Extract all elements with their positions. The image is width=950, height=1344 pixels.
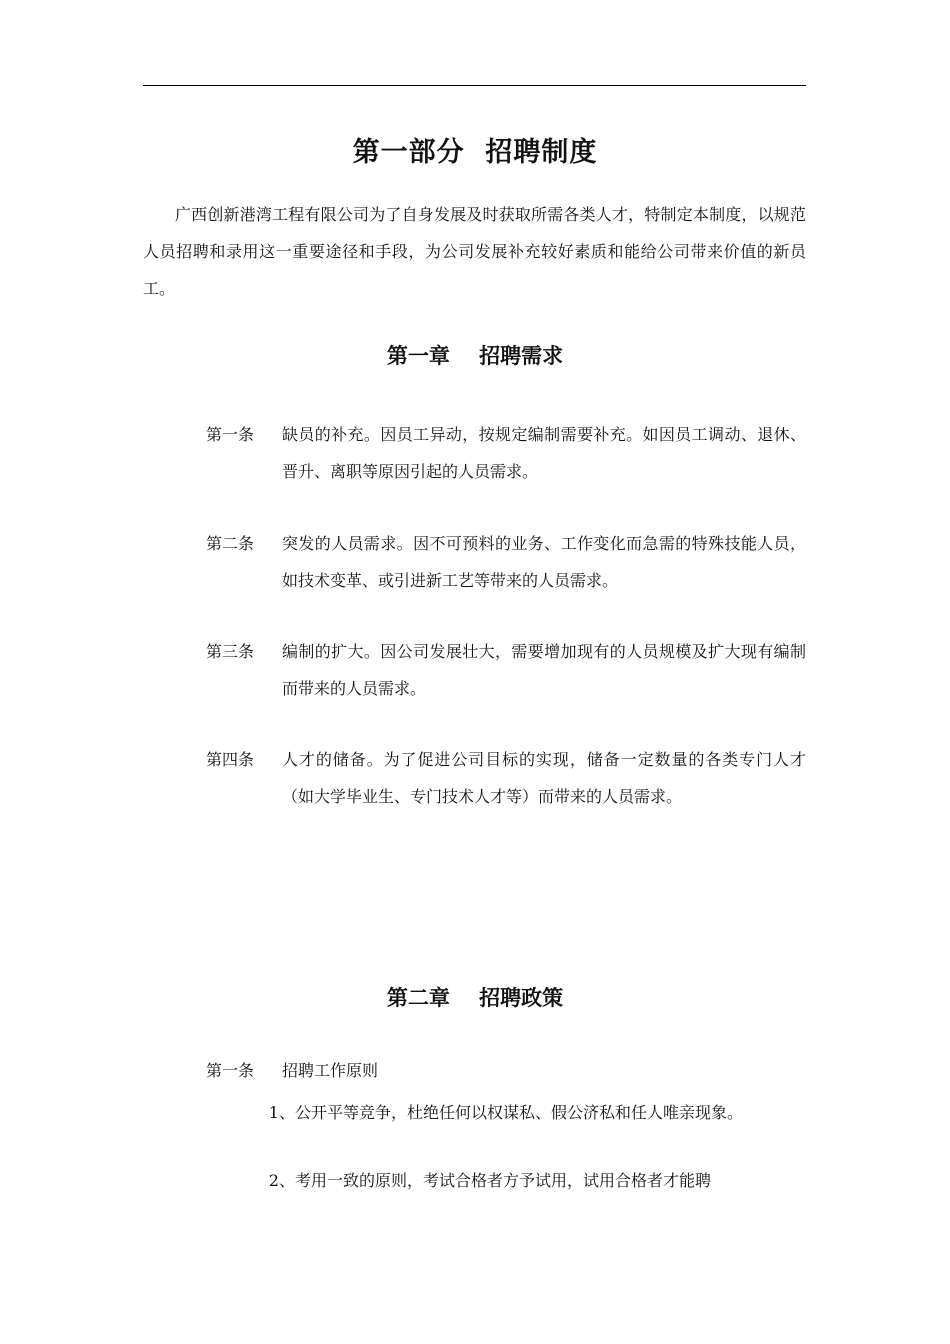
article-number: 第一条 bbox=[206, 425, 255, 444]
article-2 bbox=[206, 525, 806, 599]
article-text: 缺员的补充。因员工异动，按规定编制需要补充。如因员工调动、退休、晋升、离职等原因引起的人员需求。 bbox=[282, 425, 806, 481]
chapter-2-title: 第二章 招聘政策 bbox=[386, 985, 564, 1010]
article-heading: 招聘工作原则 bbox=[282, 1061, 379, 1080]
article-text: 突发的人员需求。因不可预料的业务、工作变化而急需的特殊技能人员，如技术变革、或引进新工艺等带来的人员需求。 bbox=[282, 534, 806, 590]
principle-2: 2、考用一致的原则，考试合格者方予试用，试用合格者才能聘 bbox=[268, 1171, 711, 1190]
article-number: 第二条 bbox=[206, 534, 255, 553]
article-3 bbox=[206, 633, 806, 707]
chapter-1-title: 第一章 招聘需求 bbox=[386, 343, 564, 368]
article-text: 人才的储备。为了促进公司目标的实现，储备一定数量的各类专门人才（如大学毕业生、专门技术人才等）而带来的人员需求。 bbox=[282, 750, 806, 806]
article-number: 第三条 bbox=[206, 642, 255, 661]
article-number: 第四条 bbox=[206, 750, 255, 769]
principle-1: 1、公开平等竞争，杜绝任何以权谋私、假公济私和任人唯亲现象。 bbox=[268, 1103, 743, 1122]
article-4 bbox=[206, 741, 806, 815]
part-title: 第一部分 招聘制度 bbox=[352, 137, 598, 168]
article-1 bbox=[206, 416, 806, 490]
chapter-2-article-1 bbox=[206, 1056, 378, 1086]
header-rule bbox=[143, 85, 806, 86]
article-number: 第一条 bbox=[206, 1061, 255, 1080]
intro-paragraph: 广西创新港湾工程有限公司为了自身发展及时获取所需各类人才，特制定本制度，以规范人员招聘和录用这一重要途径和手段，为公司发展补充较好素质和能给公司带来价值的新员工。 bbox=[143, 205, 806, 298]
article-text: 编制的扩大。因公司发展壮大，需要增加现有的人员规模及扩大现有编制而带来的人员需求。 bbox=[282, 642, 806, 698]
